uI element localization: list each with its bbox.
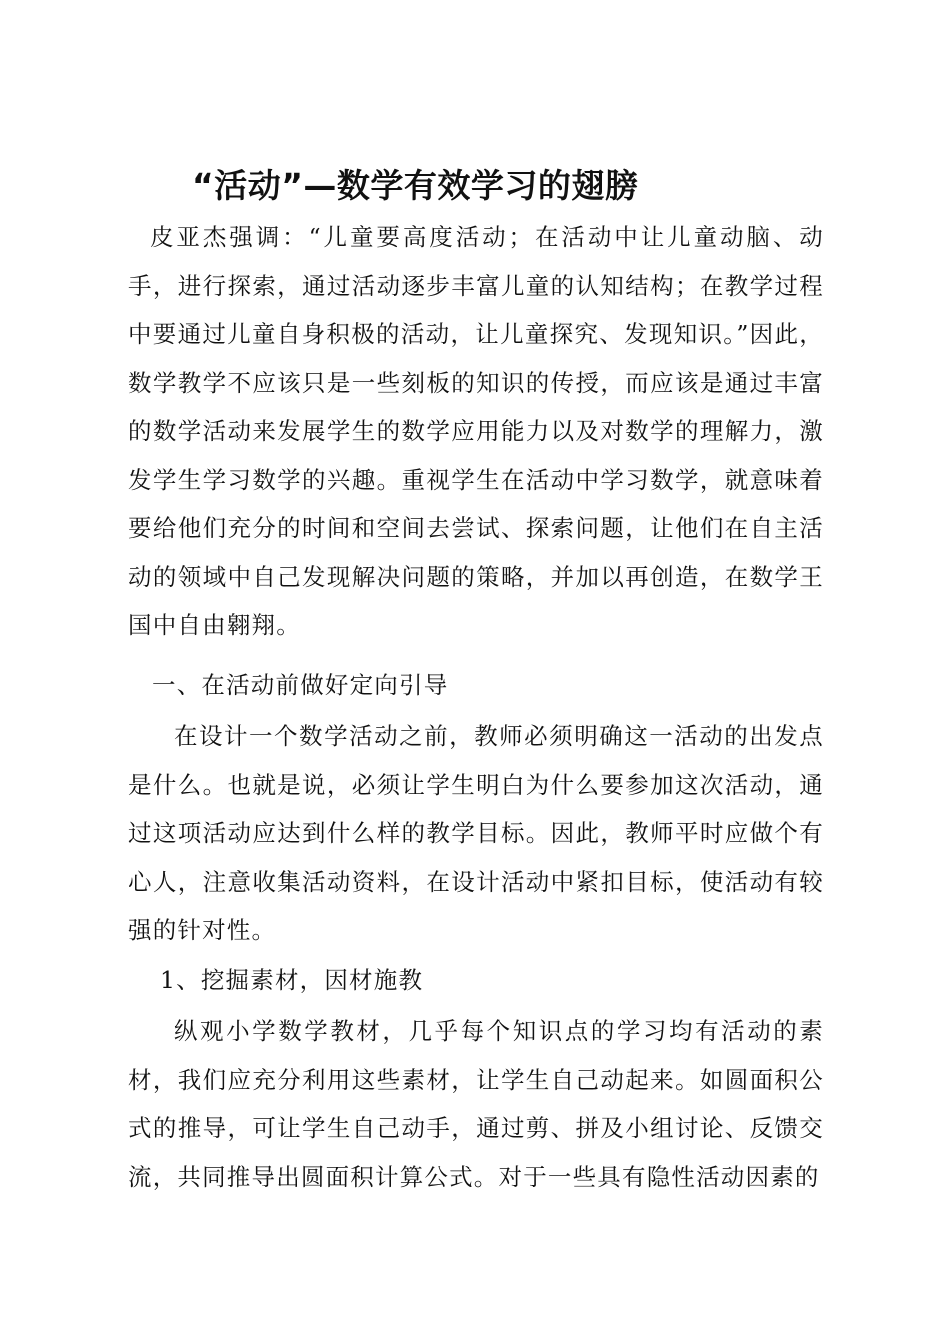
paragraph-section-1: 在设计一个数学活动之前，教师必须明确这一活动的出发点是什么。也就是说，必须让学生明白为什么要参加这次活动，通过这项活动应达到什么样的教学目标。因此，教师平时应做个有心人，注意收集活动资料，在设计活动中紧扣目标，使活动有较强的针对性。 (128, 722, 824, 944)
paragraph-subsection-1: 纵观小学数学教材，几乎每个知识点的学习均有活动的素材，我们应充分利用这些素材，让学生自己动起来。如圆面积公式的推导，可让学生自己动手，通过剪、拼及小组讨论、反馈交流，共同推导出圆面积计算公式。对于一些具有隐性活动因素的 (128, 1017, 824, 1191)
document-title: “活动”—数学有效学习的翅膀 (192, 166, 639, 205)
subsection-heading-1: 1、挖掘素材，因材施教 (160, 966, 424, 994)
section-heading-1: 一、在活动前做好定向引导 (152, 671, 449, 699)
paragraph-intro: 皮亚杰强调：“儿童要高度活动；在活动中让儿童动脑、动手，进行探索，通过活动逐步丰富儿童的认知结构；在教学过程中要通过儿童自身积极的活动，让儿童探究、发现知识。”因此，数学教学不应该只是一些刻板的知识的传授，而应该是通过丰富的数学活动来发展学生的数学应用能力以及对数学的理解力，激发学生学习数学的兴趣。重视学生在活动中学习数学，就意味着要给他们充分的时间和空间去尝试、探索问题，让他们在自主活动的领域中自己发现解决问题的策略，并加以再创造，在数学王国中自由翱翔。 (128, 223, 824, 639)
